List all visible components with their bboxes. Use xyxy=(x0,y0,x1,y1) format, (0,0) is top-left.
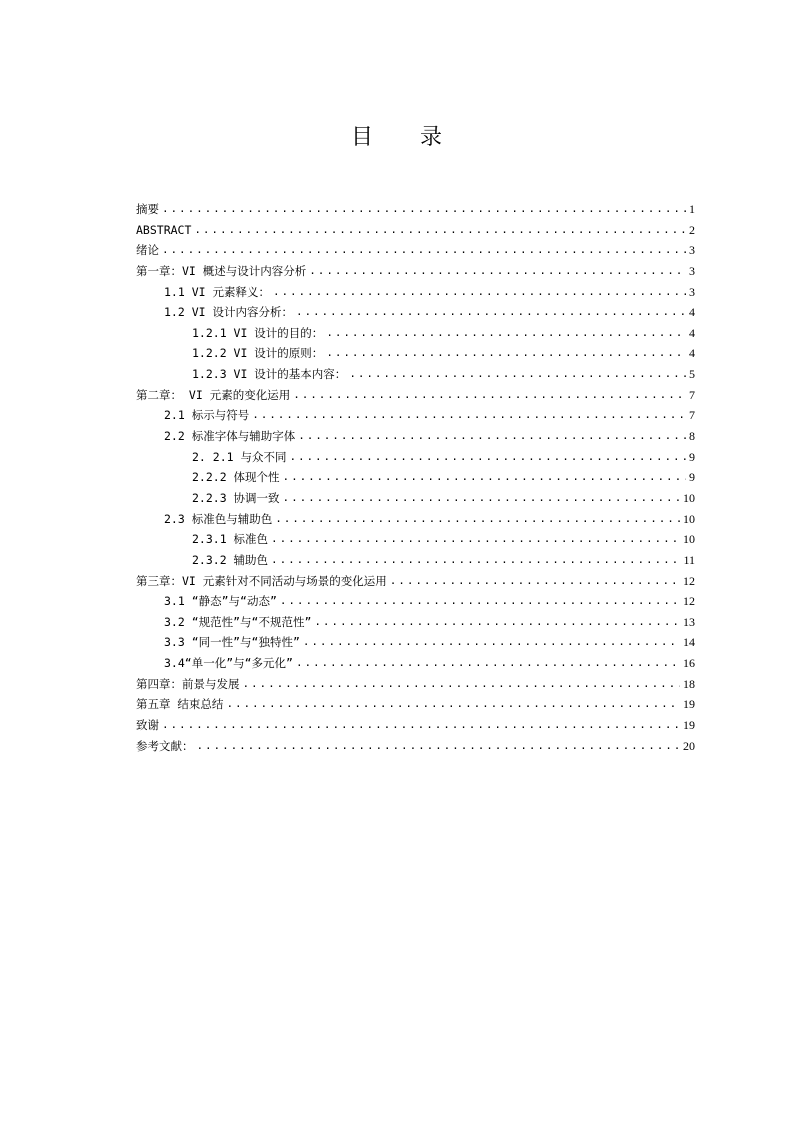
toc-dot-leader xyxy=(162,240,686,261)
toc-entry xyxy=(136,488,695,509)
toc-entry xyxy=(136,591,695,612)
toc-entry xyxy=(136,323,695,344)
toc-entry-label: 2.3 标准色与辅助色 xyxy=(164,511,273,526)
toc-dot-leader xyxy=(326,343,686,364)
toc-entry-page: 7 xyxy=(689,387,695,402)
toc-entry-label: 2.1 标示与符号 xyxy=(164,408,250,423)
toc-dot-leader xyxy=(289,447,686,468)
toc-entry xyxy=(136,550,695,571)
toc-entry xyxy=(136,694,695,715)
toc-entry-label: 1.2.1 VI 设计的目的： xyxy=(192,325,324,340)
toc-entry-label: 第三章：VI 元素针对不同活动与场景的变化运用 xyxy=(136,573,387,588)
toc-entry-page: 8 xyxy=(689,429,695,444)
toc-entry-label: 1.2 VI 设计内容分析： xyxy=(164,305,293,320)
toc-entry xyxy=(136,426,695,447)
toc-entry-label: 致谢 xyxy=(136,718,159,733)
toc-entry-page: 4 xyxy=(689,305,695,320)
toc-entry-page: 14 xyxy=(683,635,695,650)
toc-entry xyxy=(136,220,695,241)
toc-dot-leader xyxy=(197,736,681,757)
toc-entry-page: 4 xyxy=(689,325,695,340)
toc-dot-leader xyxy=(283,467,686,488)
toc-entry-label: 2.2.3 协调一致 xyxy=(192,490,280,505)
toc-entry-page: 19 xyxy=(683,718,695,733)
toc-dot-leader xyxy=(296,302,686,323)
toc-dot-leader xyxy=(293,385,686,406)
toc-entry-label: 参考文献： xyxy=(136,738,194,753)
toc-dot-leader xyxy=(303,632,680,653)
page-title: 目 录 xyxy=(351,125,462,150)
table-of-contents xyxy=(136,199,695,756)
toc-dot-leader xyxy=(273,282,686,303)
toc-entry-page: 10 xyxy=(683,532,695,547)
toc-entry xyxy=(136,343,695,364)
toc-entry-label: 1.1 VI 元素释义： xyxy=(164,284,270,299)
toc-entry xyxy=(136,282,695,303)
toc-dot-leader xyxy=(326,323,686,344)
toc-dot-leader xyxy=(390,571,680,592)
toc-dot-leader xyxy=(298,426,686,447)
toc-entry-page: 9 xyxy=(689,449,695,464)
toc-entry-page: 10 xyxy=(683,490,695,505)
toc-entry-label: 第五章 结束总结 xyxy=(136,697,224,712)
toc-entry-page: 11 xyxy=(683,552,695,567)
toc-entry-label: 绪论 xyxy=(136,243,159,258)
toc-entry-label: 第四章：前景与发展 xyxy=(136,676,240,691)
toc-entry xyxy=(136,632,695,653)
toc-entry xyxy=(136,674,695,695)
toc-entry-page: 3 xyxy=(689,284,695,299)
toc-entry-label: 第一章：VI 概述与设计内容分析 xyxy=(136,263,307,278)
toc-dot-leader xyxy=(194,220,686,241)
toc-entry xyxy=(136,715,695,736)
toc-dot-leader xyxy=(283,488,680,509)
toc-entry xyxy=(136,509,695,530)
toc-entry-page: 2 xyxy=(689,222,695,237)
toc-entry-page: 3 xyxy=(689,243,695,258)
toc-dot-leader xyxy=(280,591,680,612)
toc-dot-leader xyxy=(309,261,686,282)
toc-entry xyxy=(136,240,695,261)
toc-entry xyxy=(136,571,695,592)
toc-entry xyxy=(136,199,695,220)
toc-entry-label: 3.4“单一化”与“多元化” xyxy=(164,656,293,671)
toc-entry-label: 1.2.2 VI 设计的原则： xyxy=(192,346,324,361)
toc-entry xyxy=(136,447,695,468)
toc-dot-leader xyxy=(252,405,686,426)
toc-entry xyxy=(136,467,695,488)
toc-entry-page: 13 xyxy=(683,614,695,629)
toc-entry-label: 3.2 “规范性”与“不规范性” xyxy=(164,614,312,629)
toc-dot-leader xyxy=(314,612,680,633)
toc-entry-label: 2.3.1 标准色 xyxy=(192,532,269,547)
toc-entry-label: 1.2.3 VI 设计的基本内容： xyxy=(192,367,347,382)
toc-entry-page: 12 xyxy=(683,594,695,609)
toc-dot-leader xyxy=(226,694,680,715)
toc-entry-page: 7 xyxy=(689,408,695,423)
toc-entry-page: 4 xyxy=(689,346,695,361)
toc-entry-page: 3 xyxy=(689,263,695,278)
toc-entry-page: 9 xyxy=(689,470,695,485)
toc-entry-page: 10 xyxy=(683,511,695,526)
toc-entry-label: ABSTRACT xyxy=(136,222,192,237)
toc-entry-page: 16 xyxy=(683,656,695,671)
toc-entry-label: 2.2 标准字体与辅助字体 xyxy=(164,429,296,444)
toc-dot-leader xyxy=(271,550,680,571)
toc-entry xyxy=(136,653,695,674)
toc-dot-leader xyxy=(162,199,686,220)
toc-entry-label: 第二章： VI 元素的变化运用 xyxy=(136,387,291,402)
toc-dot-leader xyxy=(243,674,681,695)
toc-entry xyxy=(136,736,695,757)
toc-entry xyxy=(136,612,695,633)
toc-entry xyxy=(136,302,695,323)
toc-entry-page: 5 xyxy=(689,367,695,382)
toc-entry-label: 摘要 xyxy=(136,202,159,216)
toc-entry-label: 2.2.2 体现个性 xyxy=(192,470,280,485)
toc-entry-page: 20 xyxy=(683,738,695,753)
toc-entry xyxy=(136,529,695,550)
toc-entry-label: 3.1 “静态”与“动态” xyxy=(164,594,277,609)
toc-entry xyxy=(136,261,695,282)
toc-dot-leader xyxy=(275,509,680,530)
toc-dot-leader xyxy=(349,364,686,385)
toc-entry-page: 12 xyxy=(683,573,695,588)
toc-dot-leader xyxy=(271,529,680,550)
toc-dot-leader xyxy=(296,653,680,674)
toc-entry xyxy=(136,385,695,406)
toc-entry xyxy=(136,405,695,426)
toc-entry-page: 19 xyxy=(683,697,695,712)
toc-entry-label: 2.3.2 辅助色 xyxy=(192,552,269,567)
toc-entry-label: 2. 2.1 与众不同 xyxy=(192,449,287,464)
toc-entry-page: 18 xyxy=(683,676,695,691)
toc-entry xyxy=(136,364,695,385)
toc-entry-page: 1 xyxy=(689,202,695,216)
toc-dot-leader xyxy=(162,715,680,736)
toc-entry-label: 3.3 “同一性”与“独特性” xyxy=(164,635,300,650)
